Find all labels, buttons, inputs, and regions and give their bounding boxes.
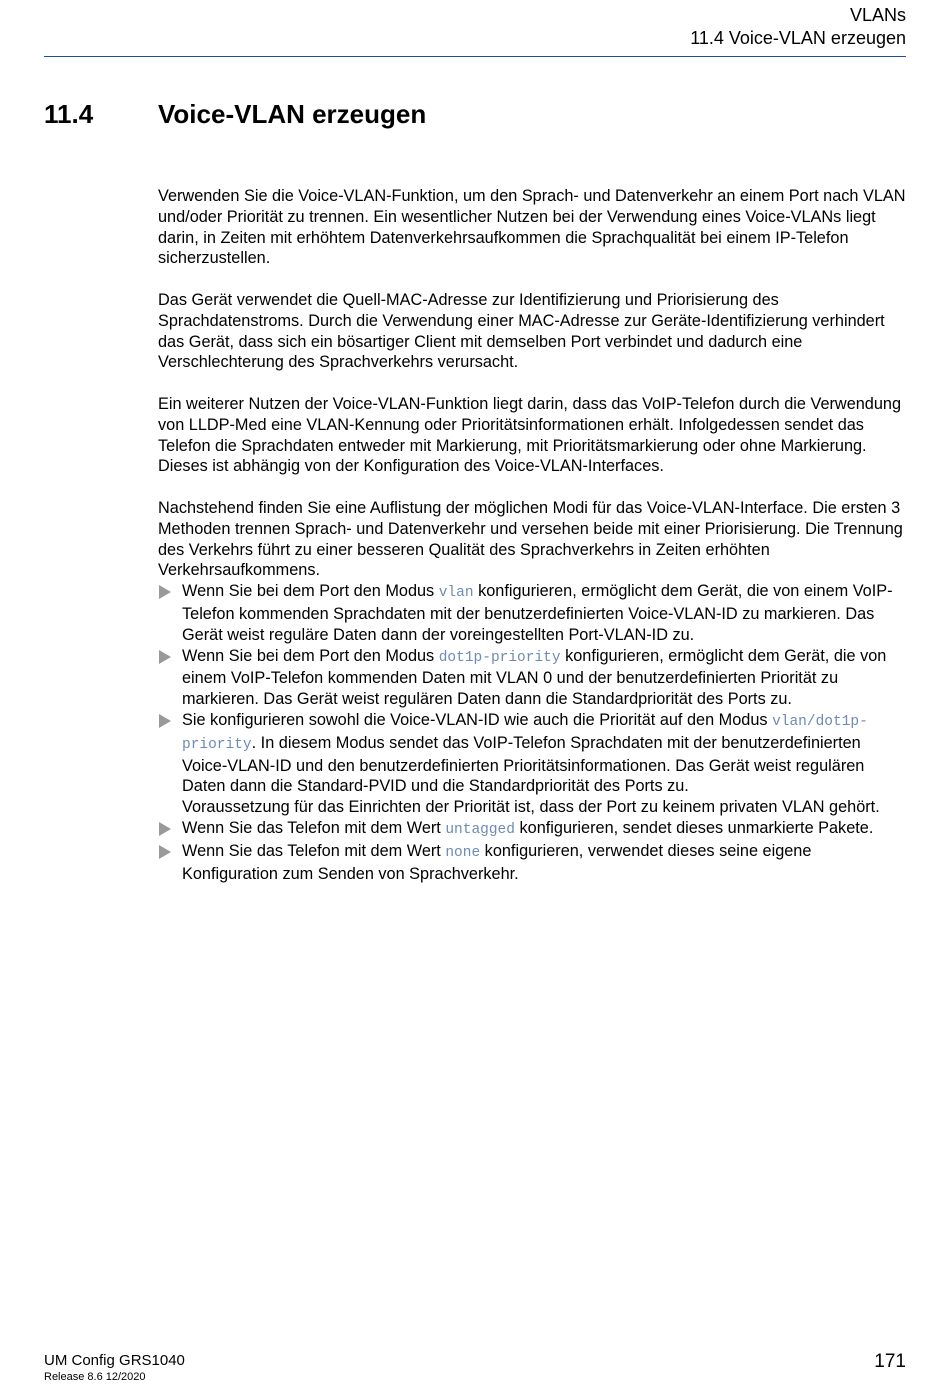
list-item: Wenn Sie das Telefon mit dem Wert none konfigurieren, verwendet dieses seine eigene Konfiguration zum Senden von Sprachverkehr. [158, 841, 910, 885]
code-term: dot1p-priority [438, 649, 561, 666]
section-title: Voice-VLAN erzeugen [158, 99, 427, 129]
triangle-bullet-icon [159, 585, 171, 599]
running-header [690, 4, 906, 50]
list-item: Wenn Sie das Telefon mit dem Wert untagged konfigurieren, sendet dieses unmarkierte Pakete. [158, 818, 910, 841]
list-item-note: Voraussetzung für das Einrichten der Priorität ist, dass der Port zu keinem privaten VLAN gehört. [182, 798, 880, 817]
list-item: Wenn Sie bei dem Port den Modus dot1p-priority konfigurieren, ermöglicht dem Gerät, die von einem VoIP-Telefon kommenden Daten mit VLAN 0 und der benutzerdefinierten Priorität zu markieren. Das Gerät weist regulären Daten dann die Standardpriorität des Ports zu. [158, 646, 910, 710]
footer-release: Release 8.6 12/2020 [44, 1371, 146, 1383]
paragraph: Das Gerät verwendet die Quell-MAC-Adresse zur Identifizierung und Priorisierung des Sprachdatenstroms. Durch die Verwendung einer MAC-Adresse zur Geräte-Identifizierung verhindert das Gerät, dass sich ein bösartiger Client mit demselben Port verbindet und dadurch eine Verschlechterung des Sprachverkehrs verursacht. [158, 290, 885, 372]
footer-doc-title: UM Config GRS1040 [44, 1352, 185, 1369]
paragraph: Ein weiterer Nutzen der Voice-VLAN-Funktion liegt darin, dass das VoIP-Telefon durch die Verwendung von LLDP-Med eine VLAN-Kennung oder Prioritätsinformationen erhält. Infolgedessen sendet das Telefon die Sprachdaten entweder mit Markierung, mit Prioritätsmarkierung oder ohne Markierung. Dieses ist abhängig von der Konfiguration des Voice-VLAN-Interfaces. [158, 394, 902, 476]
page-number: 171 [874, 1351, 906, 1372]
footer [44, 1352, 185, 1384]
header-chapter: VLANs [849, 5, 906, 25]
list-item: Wenn Sie bei dem Port den Modus vlan konfigurieren, ermöglicht dem Gerät, die von einem VoIP-Telefon kommenden Sprachdaten mit der benutzerdefinierten Voice-VLAN-ID zu markieren. Das Gerät weist reguläre Daten dann der voreingestellten Port-VLAN-ID zu. [158, 581, 910, 645]
triangle-bullet-icon [159, 650, 171, 664]
triangle-bullet-icon [159, 845, 171, 859]
body-text [158, 186, 910, 884]
header-rule [44, 56, 906, 57]
header-section: 11.4 Voice-VLAN erzeugen [690, 28, 906, 48]
code-term: none [445, 844, 481, 861]
list-item: Sie konfigurieren sowohl die Voice-VLAN-ID wie auch die Priorität auf den Modus vlan/dot1p-priority. In diesem Modus sendet das VoIP-Telefon Sprachdaten mit der benutzerdefinierten Voice-VLAN-ID und den benutzerdefinierten Prioritätsinformationen. Das Gerät weist regulären Daten dann die Standard-PVID und die Standardpriorität des Ports zu. Voraussetzung für das Einrichten der Priorität ist, dass der Port zu keinem privaten VLAN gehört. [158, 710, 910, 818]
code-term: vlan [438, 585, 474, 602]
code-term: vlan/dot1p-priority [182, 713, 868, 753]
code-term: untagged [445, 821, 515, 838]
mode-list [158, 581, 910, 884]
paragraph: Verwenden Sie die Voice-VLAN-Funktion, um den Sprach- und Datenverkehr an einem Port nach VLAN und/oder Priorität zu trennen. Ein wesentlicher Nutzen bei der Verwendung eines Voice-VLANs liegt darin, in Zeiten mit erhöhtem Datenverkehrsaufkommen die Sprachqualität bei einem IP-Telefon sicherzustellen. [158, 187, 906, 268]
paragraph: Nachstehend finden Sie eine Auflistung der möglichen Modi für das Voice-VLAN-Interface. Die ersten 3 Methoden trennen Sprach- und Datenverkehr und versehen beide mit einer Priorisierung. Die Trennung des Verkehrs führt zu einer besseren Qualität des Sprachverkehrs in Zeiten erhöhten Verkehrsaufkommens. [158, 498, 903, 580]
triangle-bullet-icon [159, 714, 171, 728]
triangle-bullet-icon [159, 822, 171, 836]
section-number: 11.4 [44, 99, 94, 129]
